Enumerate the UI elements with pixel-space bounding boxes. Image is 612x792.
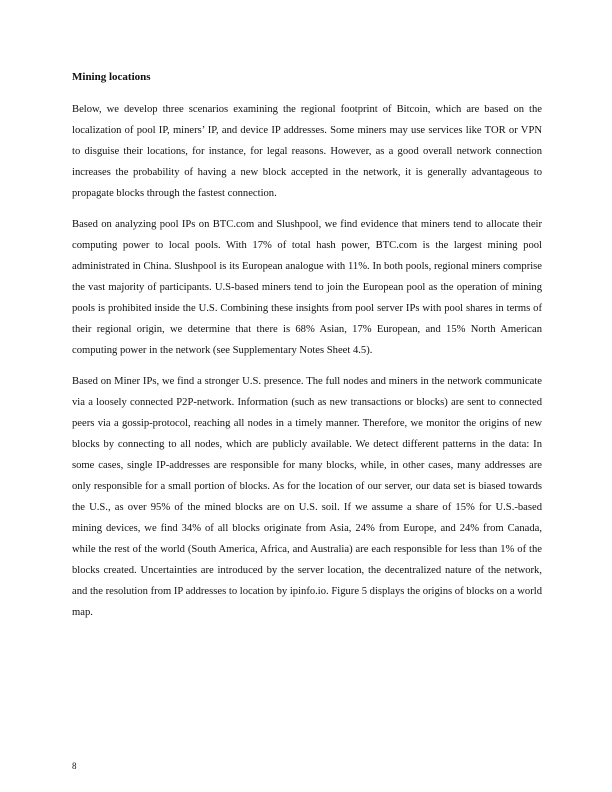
section-heading: Mining locations — [72, 71, 151, 83]
page-number: 8 — [72, 761, 77, 771]
paragraph-pool-ips: Based on analyzing pool IPs on BTC.com and Slushpool, we find evidence that miners tend to allocate their computing power to local pools. With 17% of total hash power, BTC.com is the largest mining pool administrated in China. Slushpool is its European analogue with 11%. In both pools, regional miners comprise the vast majority of participants. U.S-based miners tend to join the European pool as the operation of mining pools is prohibited inside the U.S. Combining these insights from pool server IPs with pool shares in terms of their regional origin, we determine that there is 68% Asian, 17% European, and 15% North American computing power in the network (see Supplementary Notes Sheet 4.5). — [72, 219, 542, 356]
paragraph-miner-ips: Based on Miner IPs, we find a stronger U.S. presence. The full nodes and miners in the network communicate via a loosely connected P2P-network. Information (such as new transactions or blocks) are sent to connected peers via a gossip-protocol, reaching all nodes in a timely manner. Therefore, we monitor the origins of new blocks by connecting to all nodes, which are publicly available. We detect different patterns in the data: In some cases, single IP-addresses are responsible for many blocks, while, in other cases, many addresses are only responsible for a small portion of blocks. As for the location of our server, our data set is biased towards the U.S., as over 95% of the mined blocks are on U.S. soil. If we assume a share of 15% for U.S.-based mining devices, we find 34% of all blocks originate from Asia, 24% from Europe, and 24% from Canada, while the rest of the world (South America, Africa, and Australia) are each responsible for less than 1% of the blocks created. Uncertainties are introduced by the server location, the decentralized nature of the network, and the resolution from IP addresses to location by ipinfo.io. Figure 5 displays the origins of blocks on a world map. — [72, 376, 542, 618]
paragraph-intro: Below, we develop three scenarios examining the regional footprint of Bitcoin, which are based on the localization of pool IP, miners’ IP, and device IP addresses. Some miners may use services like TOR or VPN to disguise their locations, for instance, for legal reasons. However, as a good overall network connection increases the probability of having a new block accepted in the network, it is generally advantageous to propagate blocks through the fastest connection. — [72, 104, 542, 199]
page-body — [72, 70, 542, 633]
